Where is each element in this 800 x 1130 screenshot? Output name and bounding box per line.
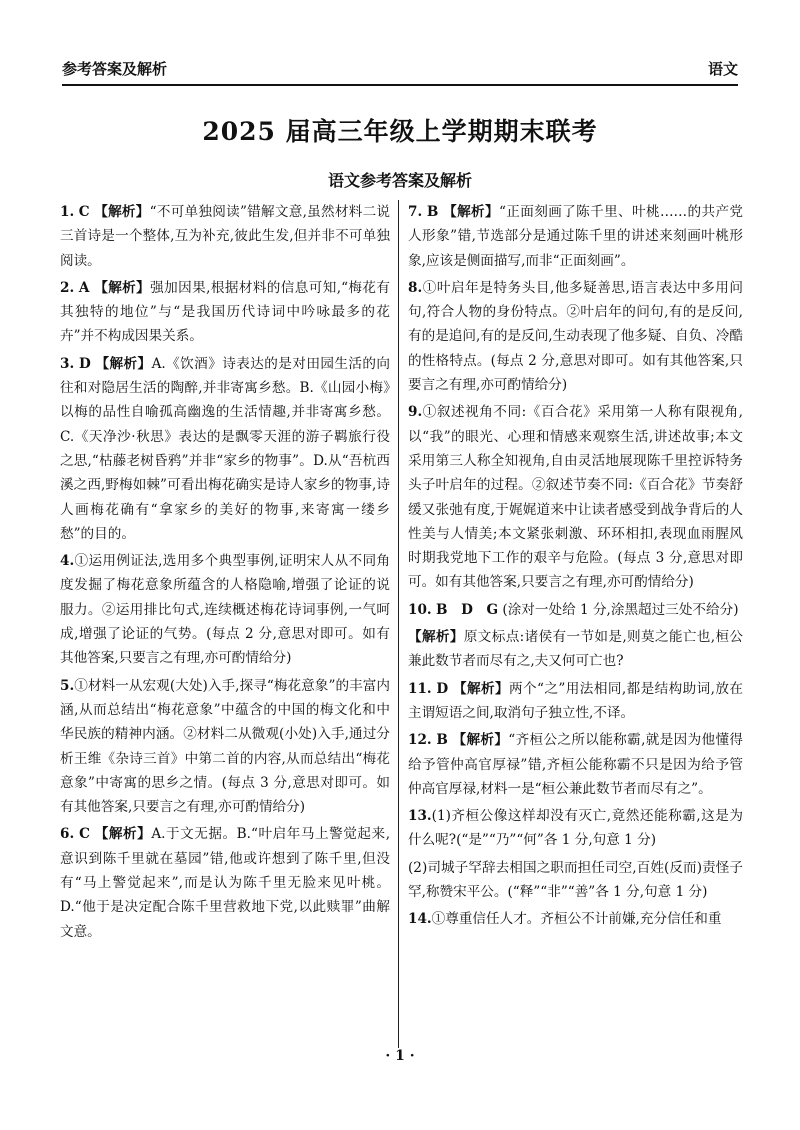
answer-text: ①叶启年是特务头目,他多疑善思,语言表达中多用问句,符合人物的身份特点。②叶启年的问句,有的是反问,有的是追问,有的是反问,生动表现了他多疑、自负、冷酷的性格特点。(每点 2 分,意思对即可。如有其他答案,只要言之有理,亦可酌情给分) xyxy=(408,279,743,394)
answer-text: “齐桓公之所以能称霸,就是因为他懂得给予管仲高官厚禄”错,齐桓公能称霸不只是因为给予管仲高官厚禄,材料一是“桓公兼此数节者而尽有之”。 xyxy=(408,732,743,797)
answer-item xyxy=(408,400,743,594)
analysis-tag: 【解析】 xyxy=(443,204,499,220)
answer-text: ①尊重信任人才。齐桓公不计前嫌,充分信任和重 xyxy=(431,911,722,928)
question-number: 2. xyxy=(60,279,75,296)
header-subject-label: 语文 xyxy=(707,60,738,78)
question-number: 12. xyxy=(408,732,432,749)
answer-text: 强加因果,根据材料的信息可知,“梅花有其独特的地位”与“是我国历代诗词中吟咏最多的花卉”并不构成因果关系。 xyxy=(60,279,390,345)
answer-item xyxy=(408,276,743,397)
answer-subitem xyxy=(408,856,743,905)
left-column xyxy=(60,200,390,1048)
question-number: 13. xyxy=(408,808,432,825)
answer-subitem xyxy=(408,625,743,674)
answer-text: A.于文无据。B.“叶启年马上警觉起来,意识到陈千里就在墓园”错,他或许想到了陈千里,但没有“马上警觉起来”,而是认为陈千里无脸来见叶桃。D.“他于是决定配合陈千里营救地下党,以此赎罪”曲解文意。 xyxy=(60,826,391,940)
answer-item xyxy=(60,352,390,546)
answer-text: ①材料一从宏观(大处)入手,探寻“梅花意象”的丰富内涵,从而总结出“梅花意象”中蕴含的中国的梅文化和中华民族的精神内涵。②材料二从微观(小处)入手,通过分析王维《杂诗三首》中第二首的内容,从而总结出“梅花意象”中寄寓的思乡之情。(每点 3 分,意思对即可。如有其他答案,只要言之有理,亦可酌情给分) xyxy=(60,677,390,816)
answer-item xyxy=(408,907,743,931)
exam-subtitle: 语文参考答案及解析 xyxy=(327,171,472,190)
answer-item xyxy=(408,200,743,273)
answer-item xyxy=(408,677,743,726)
answer-item xyxy=(408,804,743,853)
analysis-tag: 【解析】 xyxy=(95,355,152,372)
question-number: 6. xyxy=(60,826,75,843)
answer-choice: B xyxy=(436,732,448,749)
analysis-tag: 【解析】 xyxy=(94,279,151,296)
page-header xyxy=(62,54,738,86)
answer-choice: C xyxy=(79,826,90,843)
question-number: 11. xyxy=(408,680,432,697)
analysis-tag: 【解析】 xyxy=(94,826,152,843)
answer-text: A.《饮酒》诗表达的是对田园生活的向往和对隐居生活的陶醉,并非寄寓乡愁。B.《山园小梅》以梅的品性自喻孤高幽逸的生活情趣,并非寄寓乡愁。C.《天净沙·秋思》表达的是飘零天涯的游子羁旅行役之思,“枯藤老树昏鸦”并非“家乡的物事”。D.从“吾杭西溪之西,野梅如棘”可看出梅花确实是诗人家乡的物事,诗人画梅花确有“拿家乡的美好的物事,来寄寓一缕乡愁”的目的。 xyxy=(60,355,390,542)
answer-text: ①叙述视角不同:《百合花》采用第一人称有限视角,以“我”的眼光、心理和情感来观察生活,讲述故事;本文采用第三人称全知视角,自由灵活地展现陈千里控诉特务头子叶启年的过程。②叙述节奏不同:《百合花》节奏舒缓又张弛有度,于娓娓道来中让读者感受到战争背后的人性美与人情美;本文紧张刺激、环环相扣,表现血雨腥风时期我党地下工作的艰辛与危险。(每点 3 分,意思对即可。如有其他答案,只要言之有理,亦可酌情给分) xyxy=(408,404,743,591)
answer-choice: D xyxy=(436,680,449,697)
answer-text: 原文标点:诸侯有一节如是,则莫之能亡也,桓公兼此数节者而尽有之,夫又何可亡也? xyxy=(408,629,743,670)
question-number: 14. xyxy=(408,911,432,928)
answer-text: ①运用例证法,选用多个典型事例,证明宋人从不同角度发掘了梅花意象所蕴含的人格隐喻,增强了论证的说服力。②运用排比句式,连续概述梅花诗词事例,一气呵成,增强了论证的气势。(每点 2 分,意思对即可。如有其他答案,只要言之有理,亦可酌情给分) xyxy=(60,553,390,667)
answer-text: “不可单独阅读”错解文意,虽然材料二说三首诗是一个整体,互为补充,彼此生发,但并非不可单独阅读。 xyxy=(60,204,391,269)
answer-text: 两个“之”用法相同,都是结构助词,放在主谓短语之间,取消句子独立性,不译。 xyxy=(408,680,744,721)
analysis-tag: 【解析】 xyxy=(452,732,509,749)
column-divider xyxy=(398,200,399,1048)
answer-text: (涂对一处给 1 分,涂黑超过三处不给分) xyxy=(502,601,739,618)
answer-item xyxy=(60,549,390,670)
answer-item xyxy=(60,276,390,349)
question-number: 1. xyxy=(60,204,75,220)
question-number: 10. xyxy=(408,601,432,618)
page-number: · 1 · xyxy=(385,1048,415,1064)
answer-text: “正面刻画了陈千里、叶桃……的共产党人形象”错,节选部分是通过陈千里的讲述来刻画叶桃形象,应该是侧面描写,而非“正面刻画”。 xyxy=(408,204,744,269)
question-number: 8. xyxy=(408,279,423,296)
right-column xyxy=(408,200,743,1048)
answer-item xyxy=(60,822,390,943)
answer-choice: A xyxy=(78,279,90,296)
exam-title: 2025 届高三年级上学期期末联考 xyxy=(202,117,598,146)
header-left-label: 参考答案及解析 xyxy=(62,60,168,78)
analysis-tag: 【解析】 xyxy=(408,629,464,646)
answer-item xyxy=(408,598,743,622)
answer-text: (1)齐桓公像这样却没有灭亡,竟然还能称霸,这是为什么呢?(“是”“乃”“何”各 1 分,句意 1 分) xyxy=(408,808,743,849)
question-number: 9. xyxy=(408,404,423,421)
analysis-tag: 【解析】 xyxy=(452,680,510,697)
answer-choice: D xyxy=(78,355,91,372)
analysis-tag: 【解析】 xyxy=(94,204,150,220)
answer-item xyxy=(408,728,743,801)
answer-choice: B D G xyxy=(435,601,499,618)
question-number: 5. xyxy=(60,677,75,694)
question-number: 7. xyxy=(408,204,423,220)
answer-item xyxy=(60,200,390,273)
answer-item xyxy=(60,674,390,820)
question-number: 4. xyxy=(60,553,75,570)
answer-choice: B xyxy=(426,204,439,220)
answer-text: (2)司城子罕辞去相国之职而担任司空,百姓(反而)责怪子罕,称赞宋平公。(“释”“非”“善”各 1 分,句意 1 分) xyxy=(408,859,743,901)
question-number: 3. xyxy=(60,355,75,372)
answer-choice: C xyxy=(78,204,90,220)
